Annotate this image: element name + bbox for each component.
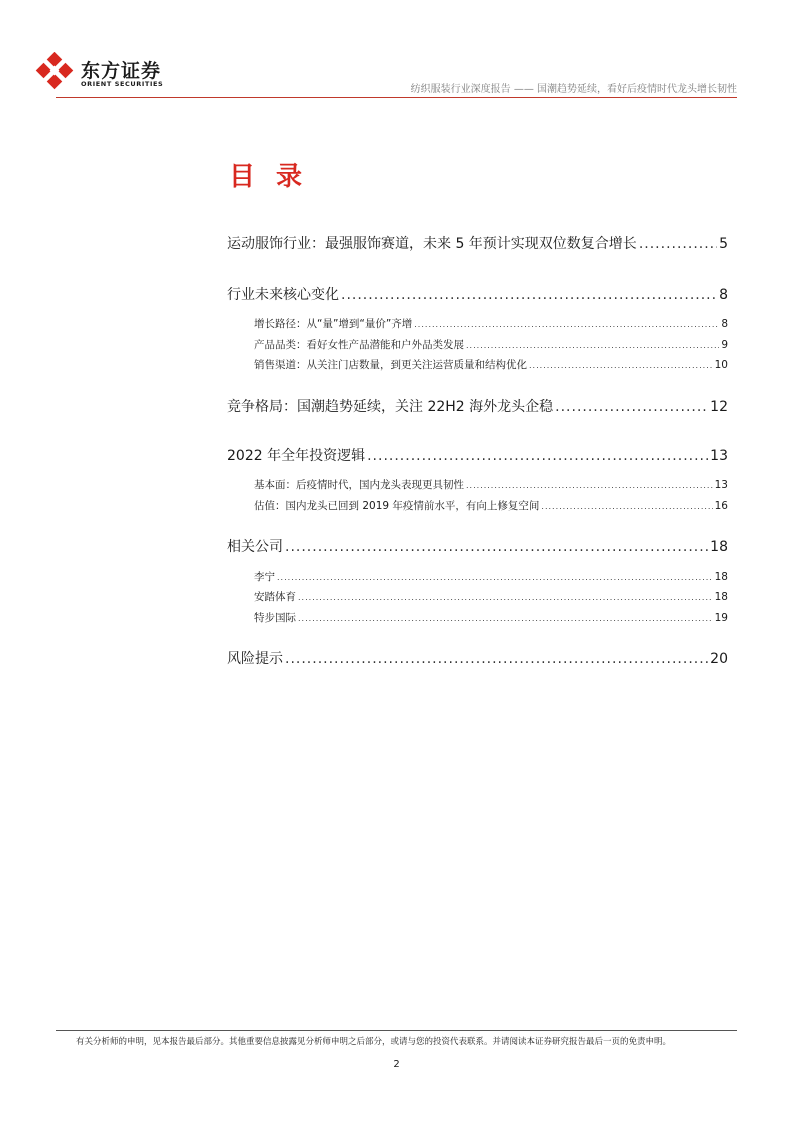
toc-entry[interactable]: [227, 445, 728, 465]
toc-subentry-label: 李宁: [254, 571, 275, 583]
toc-leader-dots: [466, 481, 713, 490]
toc-subentry[interactable]: [227, 477, 728, 492]
toc-leader-dots: [341, 287, 717, 303]
toc-subentry-label: 基本面：后疫情时代，国内龙头表现更具韧性: [254, 479, 464, 491]
toc-subentry-page: 10: [714, 359, 728, 371]
orient-logo-icon: [35, 52, 75, 92]
toc-subentry[interactable]: [227, 337, 728, 352]
toc-entry[interactable]: [227, 536, 728, 556]
toc-leader-dots: [466, 341, 719, 350]
toc-subentry[interactable]: [227, 498, 728, 513]
page-number: 2: [393, 1059, 400, 1070]
toc-leader-dots: [367, 448, 708, 464]
toc-subentry[interactable]: [227, 610, 728, 625]
toc-entry-page: 18: [710, 539, 728, 555]
toc-entry-page: 13: [710, 448, 728, 464]
toc-subentry-label: 特步国际: [254, 612, 296, 624]
toc-entry-page: 8: [719, 287, 728, 303]
toc-entry[interactable]: [227, 233, 728, 253]
toc-entry-label: 竞争格局：国潮趋势延续，关注 22H2 海外龙头企稳: [227, 399, 554, 415]
orient-securities-logo: [35, 52, 235, 92]
toc-subentry-page: 18: [714, 591, 728, 603]
toc-leader-dots: [298, 593, 713, 602]
footer-disclaimer: 有关分析师的申明，见本报告最后部分。其他重要信息披露见分析师申明之后部分，或请与您的投资代表联系。并请阅读本证券研究报告最后一页的免责申明。: [76, 1037, 672, 1047]
toc-entry-page: 12: [710, 399, 728, 415]
toc-subentry[interactable]: [227, 316, 728, 331]
toc-leader-dots: [285, 539, 708, 555]
toc-entry-page: 5: [719, 236, 728, 252]
toc-subentry[interactable]: [227, 589, 728, 604]
toc-leader-dots: [639, 236, 717, 252]
report-header-title: 纺织服装行业深度报告 —— 国潮趋势延续，看好后疫情时代龙头增长韧性: [410, 84, 737, 95]
toc-subentry-page: 8: [721, 318, 728, 330]
toc-subentry-label: 产品品类：看好女性产品潜能和户外品类发展: [254, 339, 464, 351]
brand-name-cn: 东方证券: [81, 60, 162, 82]
toc-entry-label: 运动服饰行业：最强服饰赛道，未来 5 年预计实现双位数复合增长: [227, 236, 637, 252]
toc-subentry-page: 18: [714, 571, 728, 583]
toc-leader-dots: [529, 361, 713, 370]
toc-subentry-label: 估值：国内龙头已回到 2019 年疫情前水平，有向上修复空间: [254, 500, 540, 512]
header-divider: [56, 97, 737, 98]
toc-entry-label: 2022 年全年投资逻辑: [227, 448, 366, 464]
toc-leader-dots: [541, 502, 712, 511]
toc-title: 目 录: [229, 162, 309, 192]
toc-leader-dots: [414, 320, 719, 329]
toc-subentry-label: 销售渠道：从关注门店数量，到更关注运营质量和结构优化: [254, 359, 527, 371]
toc-entry-page: 20: [710, 651, 728, 667]
toc-subentry-label: 增长路径：从“量”增到“量价”齐增: [254, 318, 413, 330]
brand-name-en: ORIENT SECURITIES: [81, 80, 164, 88]
toc-entry[interactable]: [227, 648, 728, 668]
toc-leader-dots: [277, 573, 713, 582]
toc-subentry[interactable]: [227, 569, 728, 584]
toc-subentry-page: 9: [721, 339, 728, 351]
toc-entry-label: 行业未来核心变化: [227, 287, 339, 303]
toc-subentry-label: 安踏体育: [254, 591, 296, 603]
toc-leader-dots: [298, 614, 713, 623]
toc-entry[interactable]: [227, 284, 728, 304]
toc-leader-dots: [285, 651, 708, 667]
footer-divider: [56, 1030, 737, 1031]
toc-subentry[interactable]: [227, 357, 728, 372]
toc-leader-dots: [555, 399, 708, 415]
toc-subentry-page: 13: [714, 479, 728, 491]
toc-subentry-page: 16: [714, 500, 728, 512]
toc-entry-label: 相关公司: [227, 539, 283, 555]
toc-entry[interactable]: [227, 396, 728, 416]
toc-entry-label: 风险提示: [227, 651, 283, 667]
toc-subentry-page: 19: [714, 612, 728, 624]
